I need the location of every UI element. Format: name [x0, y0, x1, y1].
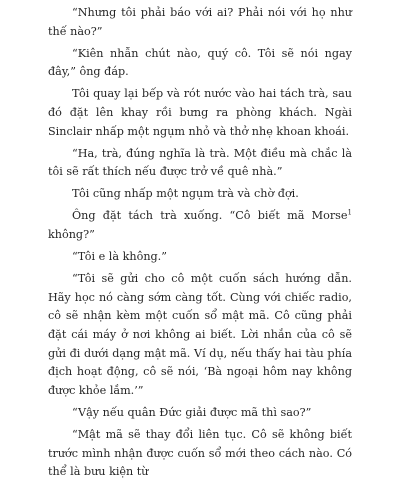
paragraph-10: “Mật mã sẽ thay đổi liên tục. Cô sẽ không biết trước mình nhận được cuốn sổ mới theo cách nào. Có thể là bưu kiện từ [48, 427, 352, 479]
footnote-marker[interactable]: 1 [347, 208, 352, 217]
paragraph-6 [48, 207, 352, 244]
paragraph-7: “Tôi e là không.” [72, 250, 167, 264]
paragraph-4: “Ha, trà, đúng nghĩa là trà. Một điều mà chắc là tôi sẽ rất thích nếu được trở về quê nhà.” [48, 146, 352, 179]
paragraph-6-text: Ông đặt tách trà xuống. “Cô biết mã Morse [72, 209, 348, 223]
paragraph-8: “Tôi sẽ gửi cho cô một cuốn sách hướng dẫn. Hãy học nó càng sớm càng tốt. Cùng với chiếc radio, cô sẽ nhận kèm một cuốn sổ mật mã. Cô cũng phải đặt cái máy ở nơi không ai biết. Lời nhắn của cô sẽ gửi đi dưới dạng mật mã. Ví dụ, nếu thấy hai tàu phía địch hoạt động, cô sẽ nói, ‘Bà ngoại hôm nay không được khỏe lắm.’” [48, 272, 352, 397]
paragraph-6-text-end: không?” [48, 228, 95, 242]
paragraph-3: Tôi quay lại bếp và rót nước vào hai tách trà, sau đó đặt lên khay rồi bưng ra phòng khách. Ngài Sinclair nhấp một ngụm nhỏ và thở nhẹ khoan khoái. [48, 87, 352, 138]
paragraph-5: Tôi cũng nhấp một ngụm trà và chờ đợi. [72, 187, 299, 201]
paragraph-9: “Vậy nếu quân Đức giải được mã thì sao?” [72, 405, 312, 419]
paragraph-1: “Nhưng tôi phải báo với ai? Phải nói với họ như thế nào?” [48, 6, 352, 38]
paragraph-2: “Kiên nhẫn chút nào, quý cô. Tôi sẽ nói ngay đây,” ông đáp. [48, 46, 352, 79]
